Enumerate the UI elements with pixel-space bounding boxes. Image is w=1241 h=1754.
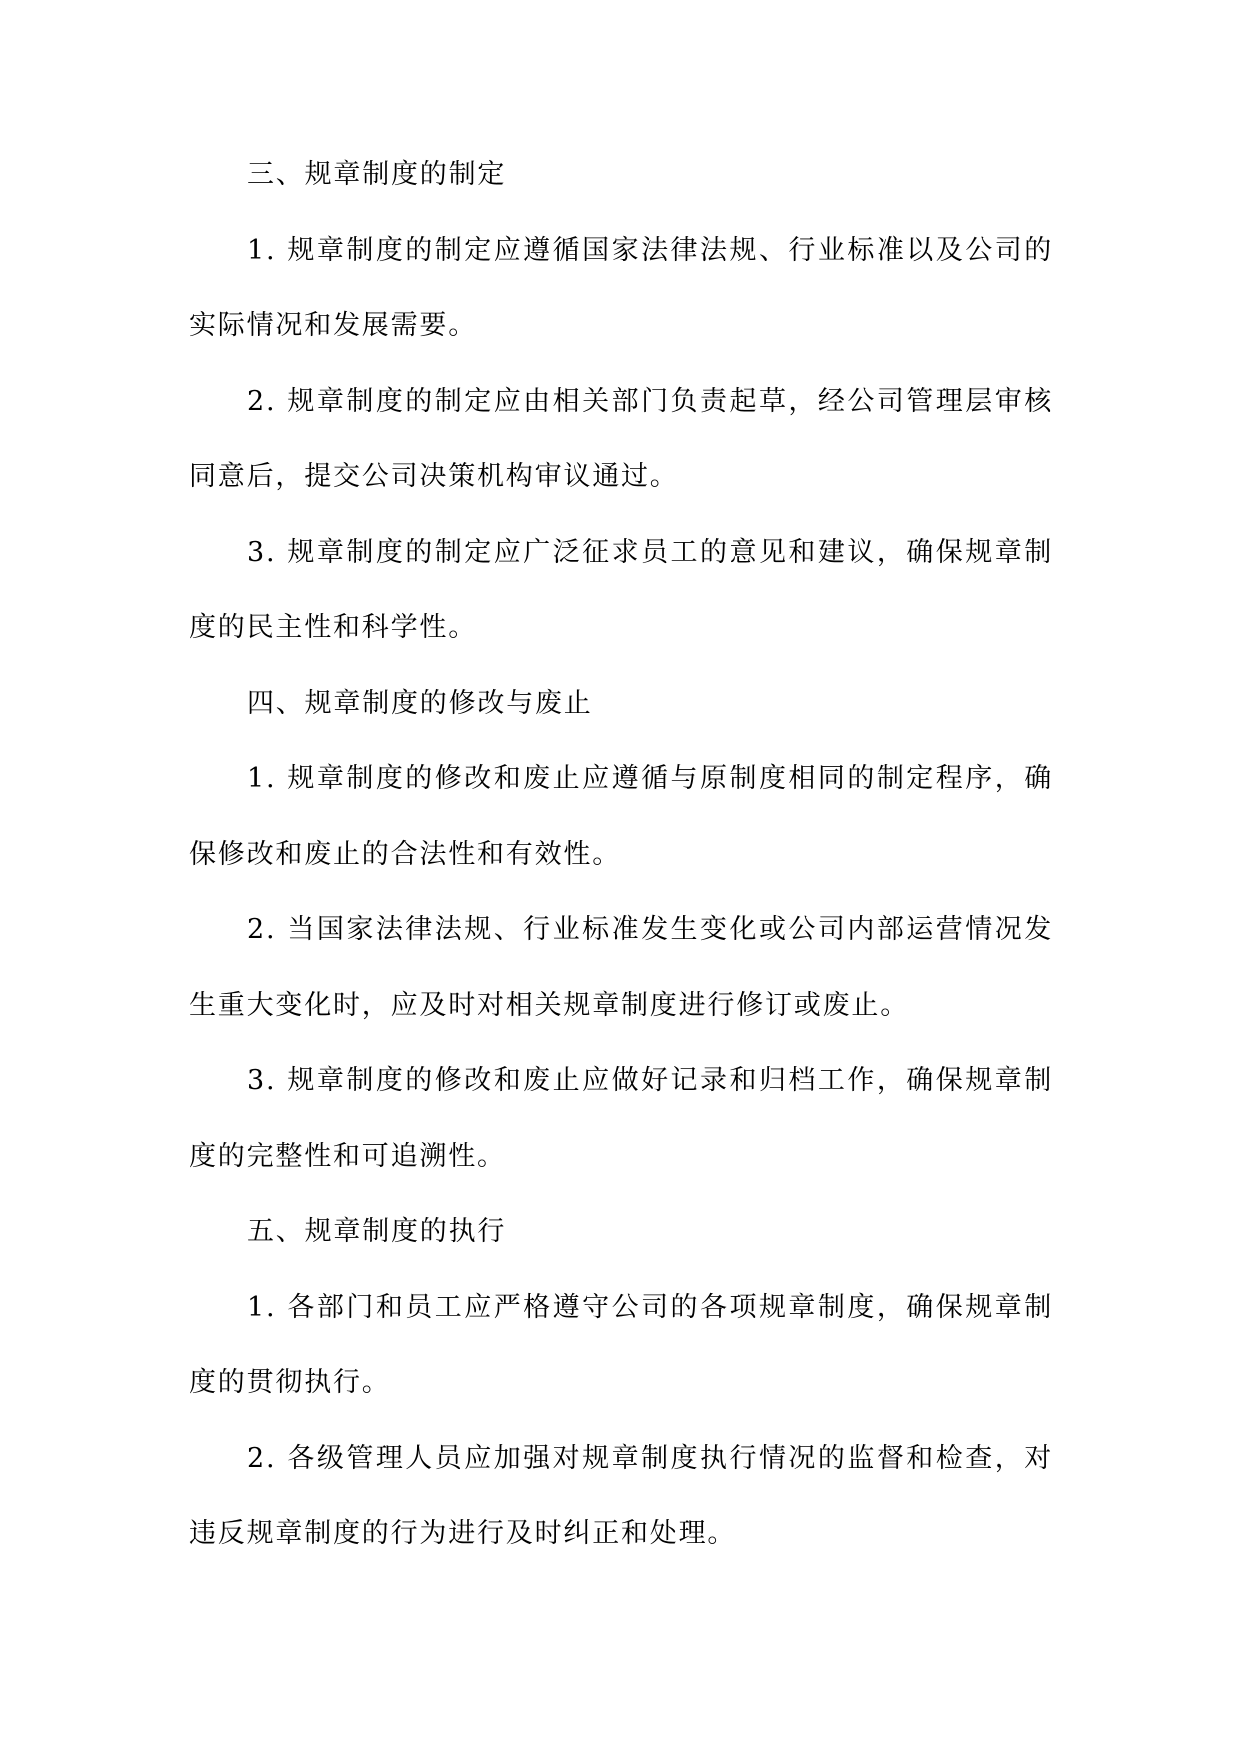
paragraph: 1. 规章制度的制定应遵循国家法律法规、行业标准以及公司的实际情况和发展需要。: [189, 234, 1053, 341]
paragraph: 1. 各部门和员工应严格遵守公司的各项规章制度，确保规章制度的贯彻执行。: [189, 1291, 1053, 1398]
paragraph: 1. 规章制度的修改和废止应遵循与原制度相同的制定程序，确保修改和废止的合法性和有效性。: [189, 763, 1053, 870]
paragraph: 3. 规章制度的制定应广泛征求员工的意见和建议，确保规章制度的民主性和科学性。: [189, 536, 1053, 643]
section-heading: 五、规章制度的执行: [247, 1216, 507, 1247]
paragraph: 3. 规章制度的修改和废止应做好记录和归档工作，确保规章制度的完整性和可追溯性。: [189, 1065, 1053, 1172]
section-heading: 四、规章制度的修改与废止: [247, 687, 593, 719]
document-body: [189, 137, 1053, 1572]
section-heading: 三、规章制度的制定: [247, 159, 507, 190]
paragraph: 2. 当国家法律法规、行业标准发生变化或公司内部运营情况发生重大变化时，应及时对相关规章制度进行修订或废止。: [189, 914, 1053, 1021]
paragraph: 2. 规章制度的制定应由相关部门负责起草，经公司管理层审核同意后，提交公司决策机构审议通过。: [189, 385, 1053, 492]
paragraph: 2. 各级管理人员应加强对规章制度执行情况的监督和检查，对违反规章制度的行为进行及时纠正和处理。: [189, 1442, 1053, 1549]
